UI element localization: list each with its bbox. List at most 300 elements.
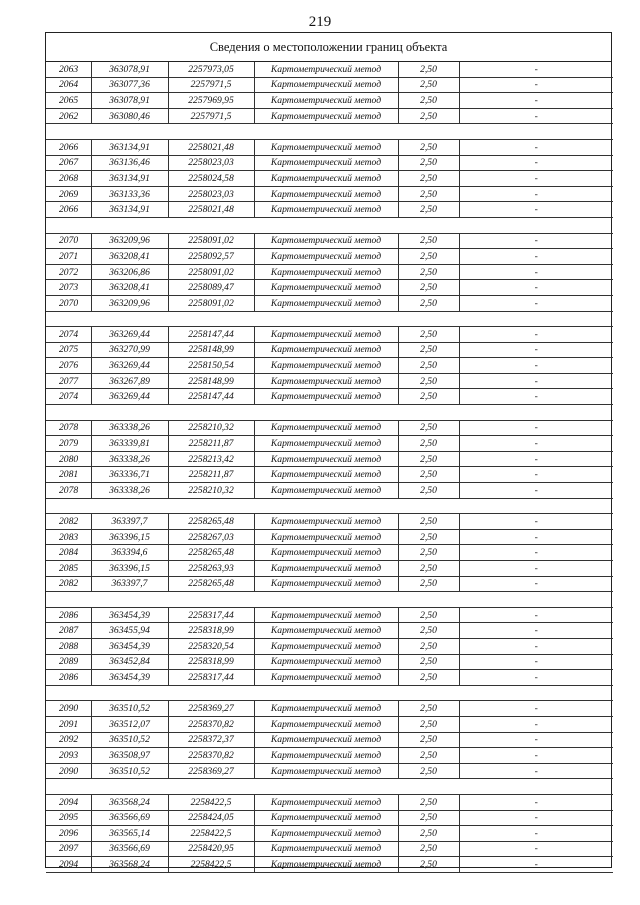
method-cell: Картометрический метод	[254, 295, 398, 311]
accuracy-cell: 2,50	[398, 389, 459, 405]
x-coordinate-cell: 363134,91	[91, 171, 168, 187]
accuracy-cell: 2,50	[398, 93, 459, 109]
point-number-cell: 2071	[46, 249, 91, 265]
y-coordinate-cell: 2258372,37	[168, 732, 254, 748]
method-cell: Картометрический метод	[254, 93, 398, 109]
y-coordinate-cell: 2258370,82	[168, 716, 254, 732]
description-cell: -	[459, 62, 613, 77]
accuracy-cell: 2,50	[398, 108, 459, 124]
point-number-cell: 2085	[46, 561, 91, 577]
group-separator	[46, 592, 613, 608]
table-row	[46, 389, 613, 405]
y-coordinate-cell: 2258320,54	[168, 638, 254, 654]
separator-cell	[46, 405, 613, 421]
x-coordinate-cell: 363566,69	[91, 810, 168, 826]
description-cell: -	[459, 857, 613, 873]
group-separator	[46, 498, 613, 514]
x-coordinate-cell: 363080,46	[91, 108, 168, 124]
method-cell: Картометрический метод	[254, 358, 398, 374]
group-separator	[46, 685, 613, 701]
x-coordinate-cell: 363510,52	[91, 701, 168, 717]
accuracy-cell: 2,50	[398, 857, 459, 873]
description-cell: -	[459, 155, 613, 171]
x-coordinate-cell: 363078,91	[91, 62, 168, 77]
y-coordinate-cell: 2258210,32	[168, 483, 254, 499]
accuracy-cell: 2,50	[398, 436, 459, 452]
x-coordinate-cell: 363508,97	[91, 748, 168, 764]
method-cell: Картометрический метод	[254, 202, 398, 218]
group-separator	[46, 779, 613, 795]
y-coordinate-cell: 2258422,5	[168, 857, 254, 873]
accuracy-cell: 2,50	[398, 545, 459, 561]
table-row	[46, 576, 613, 592]
accuracy-cell: 2,50	[398, 451, 459, 467]
method-cell: Картометрический метод	[254, 155, 398, 171]
x-coordinate-cell: 363568,24	[91, 857, 168, 873]
y-coordinate-cell: 2258021,48	[168, 139, 254, 155]
description-cell: -	[459, 670, 613, 686]
y-coordinate-cell: 2258092,57	[168, 249, 254, 265]
accuracy-cell: 2,50	[398, 529, 459, 545]
accuracy-cell: 2,50	[398, 670, 459, 686]
table-row	[46, 295, 613, 311]
table-row	[46, 857, 613, 873]
table-row	[46, 794, 613, 810]
method-cell: Картометрический метод	[254, 420, 398, 436]
method-cell: Картометрический метод	[254, 607, 398, 623]
x-coordinate-cell: 363270,99	[91, 342, 168, 358]
separator-cell	[46, 498, 613, 514]
y-coordinate-cell: 2258023,03	[168, 186, 254, 202]
method-cell: Картометрический метод	[254, 857, 398, 873]
group-separator	[46, 311, 613, 327]
description-cell: -	[459, 358, 613, 374]
x-coordinate-cell: 363269,44	[91, 389, 168, 405]
y-coordinate-cell: 2258091,02	[168, 233, 254, 249]
y-coordinate-cell: 2257969,95	[168, 93, 254, 109]
x-coordinate-cell: 363566,69	[91, 841, 168, 857]
method-cell: Картометрический метод	[254, 233, 398, 249]
accuracy-cell: 2,50	[398, 280, 459, 296]
method-cell: Картометрический метод	[254, 451, 398, 467]
point-number-cell: 2070	[46, 233, 91, 249]
method-cell: Картометрический метод	[254, 249, 398, 265]
y-coordinate-cell: 2258023,03	[168, 155, 254, 171]
method-cell: Картометрический метод	[254, 561, 398, 577]
description-cell: -	[459, 342, 613, 358]
y-coordinate-cell: 2258148,99	[168, 342, 254, 358]
x-coordinate-cell: 363136,46	[91, 155, 168, 171]
accuracy-cell: 2,50	[398, 295, 459, 311]
method-cell: Картометрический метод	[254, 748, 398, 764]
accuracy-cell: 2,50	[398, 561, 459, 577]
page-number: 219	[308, 14, 332, 30]
description-cell: -	[459, 514, 613, 530]
table-row	[46, 249, 613, 265]
table-row	[46, 171, 613, 187]
group-separator	[46, 124, 613, 140]
point-number-cell: 2097	[46, 841, 91, 857]
accuracy-cell: 2,50	[398, 342, 459, 358]
point-number-cell: 2094	[46, 794, 91, 810]
accuracy-cell: 2,50	[398, 794, 459, 810]
accuracy-cell: 2,50	[398, 77, 459, 93]
method-cell: Картометрический метод	[254, 638, 398, 654]
table-row	[46, 841, 613, 857]
method-cell: Картометрический метод	[254, 467, 398, 483]
table-row	[46, 280, 613, 296]
table-row	[46, 202, 613, 218]
description-cell: -	[459, 623, 613, 639]
method-cell: Картометрический метод	[254, 545, 398, 561]
x-coordinate-cell: 363133,36	[91, 186, 168, 202]
point-number-cell: 2094	[46, 857, 91, 873]
point-number-cell: 2082	[46, 514, 91, 530]
method-cell: Картометрический метод	[254, 794, 398, 810]
separator-cell	[46, 779, 613, 795]
y-coordinate-cell: 2258147,44	[168, 327, 254, 343]
method-cell: Картометрический метод	[254, 763, 398, 779]
description-cell: -	[459, 467, 613, 483]
table-row	[46, 420, 613, 436]
accuracy-cell: 2,50	[398, 763, 459, 779]
y-coordinate-cell: 2258318,99	[168, 654, 254, 670]
accuracy-cell: 2,50	[398, 62, 459, 77]
description-cell: -	[459, 826, 613, 842]
point-number-cell: 2074	[46, 327, 91, 343]
table-row	[46, 93, 613, 109]
description-cell: -	[459, 249, 613, 265]
method-cell: Картометрический метод	[254, 826, 398, 842]
x-coordinate-cell: 363510,52	[91, 763, 168, 779]
point-number-cell: 2078	[46, 483, 91, 499]
description-cell: -	[459, 483, 613, 499]
method-cell: Картометрический метод	[254, 529, 398, 545]
y-coordinate-cell: 2257973,05	[168, 62, 254, 77]
point-number-cell: 2069	[46, 186, 91, 202]
x-coordinate-cell: 363568,24	[91, 794, 168, 810]
method-cell: Картометрический метод	[254, 514, 398, 530]
accuracy-cell: 2,50	[398, 249, 459, 265]
accuracy-cell: 2,50	[398, 264, 459, 280]
separator-cell	[46, 592, 613, 608]
y-coordinate-cell: 2258318,99	[168, 623, 254, 639]
method-cell: Картометрический метод	[254, 139, 398, 155]
description-cell: -	[459, 654, 613, 670]
coordinates-table	[46, 62, 613, 873]
point-number-cell: 2072	[46, 264, 91, 280]
method-cell: Картометрический метод	[254, 186, 398, 202]
description-cell: -	[459, 108, 613, 124]
x-coordinate-cell: 363078,91	[91, 93, 168, 109]
y-coordinate-cell: 2258021,48	[168, 202, 254, 218]
x-coordinate-cell: 363209,96	[91, 233, 168, 249]
table-row	[46, 654, 613, 670]
accuracy-cell: 2,50	[398, 202, 459, 218]
accuracy-cell: 2,50	[398, 810, 459, 826]
point-number-cell: 2086	[46, 670, 91, 686]
group-separator	[46, 405, 613, 421]
method-cell: Картометрический метод	[254, 342, 398, 358]
y-coordinate-cell: 2258091,02	[168, 264, 254, 280]
separator-cell	[46, 217, 613, 233]
description-cell: -	[459, 171, 613, 187]
point-number-cell: 2093	[46, 748, 91, 764]
accuracy-cell: 2,50	[398, 467, 459, 483]
description-cell: -	[459, 794, 613, 810]
point-number-cell: 2083	[46, 529, 91, 545]
point-number-cell: 2075	[46, 342, 91, 358]
point-number-cell: 2090	[46, 763, 91, 779]
separator-cell	[46, 124, 613, 140]
x-coordinate-cell: 363267,89	[91, 373, 168, 389]
point-number-cell: 2073	[46, 280, 91, 296]
accuracy-cell: 2,50	[398, 139, 459, 155]
y-coordinate-cell: 2258369,27	[168, 763, 254, 779]
point-number-cell: 2067	[46, 155, 91, 171]
y-coordinate-cell: 2258089,47	[168, 280, 254, 296]
description-cell: -	[459, 561, 613, 577]
point-number-cell: 2086	[46, 607, 91, 623]
point-number-cell: 2080	[46, 451, 91, 467]
accuracy-cell: 2,50	[398, 841, 459, 857]
point-number-cell: 2091	[46, 716, 91, 732]
point-number-cell: 2092	[46, 732, 91, 748]
method-cell: Картометрический метод	[254, 171, 398, 187]
table-row	[46, 62, 613, 77]
table-row	[46, 233, 613, 249]
y-coordinate-cell: 2258317,44	[168, 607, 254, 623]
table-row	[46, 638, 613, 654]
x-coordinate-cell: 363206,86	[91, 264, 168, 280]
description-cell: -	[459, 732, 613, 748]
y-coordinate-cell: 2258265,48	[168, 576, 254, 592]
method-cell: Картометрический метод	[254, 327, 398, 343]
description-cell: -	[459, 139, 613, 155]
group-separator	[46, 217, 613, 233]
point-number-cell: 2070	[46, 295, 91, 311]
x-coordinate-cell: 363338,26	[91, 451, 168, 467]
method-cell: Картометрический метод	[254, 701, 398, 717]
description-cell: -	[459, 373, 613, 389]
point-number-cell: 2087	[46, 623, 91, 639]
description-cell: -	[459, 716, 613, 732]
accuracy-cell: 2,50	[398, 716, 459, 732]
accuracy-cell: 2,50	[398, 514, 459, 530]
description-cell: -	[459, 77, 613, 93]
table-row	[46, 810, 613, 826]
accuracy-cell: 2,50	[398, 358, 459, 374]
description-cell: -	[459, 264, 613, 280]
description-cell: -	[459, 638, 613, 654]
y-coordinate-cell: 2257971,5	[168, 108, 254, 124]
y-coordinate-cell: 2258147,44	[168, 389, 254, 405]
accuracy-cell: 2,50	[398, 233, 459, 249]
table-row	[46, 373, 613, 389]
method-cell: Картометрический метод	[254, 436, 398, 452]
table-row	[46, 108, 613, 124]
x-coordinate-cell: 363209,96	[91, 295, 168, 311]
sheet-title: Сведения о местоположении границ объекта	[46, 33, 611, 62]
accuracy-cell: 2,50	[398, 638, 459, 654]
y-coordinate-cell: 2258317,44	[168, 670, 254, 686]
x-coordinate-cell: 363510,52	[91, 732, 168, 748]
method-cell: Картометрический метод	[254, 108, 398, 124]
accuracy-cell: 2,50	[398, 748, 459, 764]
y-coordinate-cell: 2258148,99	[168, 373, 254, 389]
point-number-cell: 2081	[46, 467, 91, 483]
accuracy-cell: 2,50	[398, 623, 459, 639]
x-coordinate-cell: 363452,84	[91, 654, 168, 670]
point-number-cell: 2095	[46, 810, 91, 826]
description-cell: -	[459, 576, 613, 592]
y-coordinate-cell: 2258422,5	[168, 794, 254, 810]
point-number-cell: 2089	[46, 654, 91, 670]
accuracy-cell: 2,50	[398, 420, 459, 436]
method-cell: Картометрический метод	[254, 264, 398, 280]
accuracy-cell: 2,50	[398, 373, 459, 389]
y-coordinate-cell: 2258265,48	[168, 514, 254, 530]
x-coordinate-cell: 363134,91	[91, 202, 168, 218]
method-cell: Картометрический метод	[254, 77, 398, 93]
point-number-cell: 2076	[46, 358, 91, 374]
accuracy-cell: 2,50	[398, 826, 459, 842]
accuracy-cell: 2,50	[398, 155, 459, 171]
method-cell: Картометрический метод	[254, 280, 398, 296]
table-row	[46, 545, 613, 561]
y-coordinate-cell: 2258265,48	[168, 545, 254, 561]
point-number-cell: 2074	[46, 389, 91, 405]
x-coordinate-cell: 363134,91	[91, 139, 168, 155]
description-cell: -	[459, 389, 613, 405]
point-number-cell: 2065	[46, 93, 91, 109]
point-number-cell: 2096	[46, 826, 91, 842]
table-row	[46, 701, 613, 717]
table-row	[46, 826, 613, 842]
y-coordinate-cell: 2258263,93	[168, 561, 254, 577]
description-cell: -	[459, 529, 613, 545]
table-row	[46, 716, 613, 732]
description-cell: -	[459, 202, 613, 218]
accuracy-cell: 2,50	[398, 607, 459, 623]
accuracy-cell: 2,50	[398, 732, 459, 748]
table-row	[46, 607, 613, 623]
method-cell: Картометрический метод	[254, 810, 398, 826]
method-cell: Картометрический метод	[254, 623, 398, 639]
accuracy-cell: 2,50	[398, 171, 459, 187]
y-coordinate-cell: 2258210,32	[168, 420, 254, 436]
x-coordinate-cell: 363397,7	[91, 576, 168, 592]
description-cell: -	[459, 748, 613, 764]
boundary-sheet	[45, 32, 612, 871]
point-number-cell: 2066	[46, 139, 91, 155]
table-row	[46, 748, 613, 764]
point-number-cell: 2082	[46, 576, 91, 592]
method-cell: Картометрический метод	[254, 732, 398, 748]
x-coordinate-cell: 363396,15	[91, 529, 168, 545]
description-cell: -	[459, 810, 613, 826]
description-cell: -	[459, 436, 613, 452]
x-coordinate-cell: 363338,26	[91, 483, 168, 499]
table-row	[46, 732, 613, 748]
x-coordinate-cell: 363565,14	[91, 826, 168, 842]
point-number-cell: 2078	[46, 420, 91, 436]
separator-cell	[46, 685, 613, 701]
point-number-cell: 2062	[46, 108, 91, 124]
table-row	[46, 155, 613, 171]
y-coordinate-cell: 2257971,5	[168, 77, 254, 93]
y-coordinate-cell: 2258213,42	[168, 451, 254, 467]
table-row	[46, 139, 613, 155]
point-number-cell: 2084	[46, 545, 91, 561]
point-number-cell: 2063	[46, 62, 91, 77]
x-coordinate-cell: 363269,44	[91, 327, 168, 343]
table-row	[46, 561, 613, 577]
accuracy-cell: 2,50	[398, 654, 459, 670]
point-number-cell: 2068	[46, 171, 91, 187]
table-row	[46, 77, 613, 93]
y-coordinate-cell: 2258024,58	[168, 171, 254, 187]
y-coordinate-cell: 2258091,02	[168, 295, 254, 311]
table-row	[46, 327, 613, 343]
x-coordinate-cell: 363077,36	[91, 77, 168, 93]
table-row	[46, 529, 613, 545]
accuracy-cell: 2,50	[398, 701, 459, 717]
y-coordinate-cell: 2258424,05	[168, 810, 254, 826]
method-cell: Картометрический метод	[254, 576, 398, 592]
x-coordinate-cell: 363208,41	[91, 280, 168, 296]
method-cell: Картометрический метод	[254, 654, 398, 670]
x-coordinate-cell: 363454,39	[91, 638, 168, 654]
table-row	[46, 514, 613, 530]
table-row	[46, 763, 613, 779]
x-coordinate-cell: 363454,39	[91, 670, 168, 686]
table-row	[46, 451, 613, 467]
description-cell: -	[459, 295, 613, 311]
y-coordinate-cell: 2258369,27	[168, 701, 254, 717]
table-row	[46, 436, 613, 452]
point-number-cell: 2090	[46, 701, 91, 717]
table-row	[46, 264, 613, 280]
accuracy-cell: 2,50	[398, 483, 459, 499]
description-cell: -	[459, 841, 613, 857]
x-coordinate-cell: 363269,44	[91, 358, 168, 374]
table-row	[46, 342, 613, 358]
x-coordinate-cell: 363512,07	[91, 716, 168, 732]
accuracy-cell: 2,50	[398, 327, 459, 343]
description-cell: -	[459, 545, 613, 561]
y-coordinate-cell: 2258211,87	[168, 467, 254, 483]
method-cell: Картометрический метод	[254, 389, 398, 405]
x-coordinate-cell: 363454,39	[91, 607, 168, 623]
description-cell: -	[459, 701, 613, 717]
table-row	[46, 670, 613, 686]
y-coordinate-cell: 2258211,87	[168, 436, 254, 452]
x-coordinate-cell: 363394,6	[91, 545, 168, 561]
x-coordinate-cell: 363396,15	[91, 561, 168, 577]
description-cell: -	[459, 420, 613, 436]
x-coordinate-cell: 363208,41	[91, 249, 168, 265]
point-number-cell: 2064	[46, 77, 91, 93]
separator-cell	[46, 311, 613, 327]
y-coordinate-cell: 2258422,5	[168, 826, 254, 842]
x-coordinate-cell: 363336,71	[91, 467, 168, 483]
method-cell: Картометрический метод	[254, 716, 398, 732]
y-coordinate-cell: 2258420,95	[168, 841, 254, 857]
point-number-cell: 2088	[46, 638, 91, 654]
description-cell: -	[459, 763, 613, 779]
y-coordinate-cell: 2258267,03	[168, 529, 254, 545]
